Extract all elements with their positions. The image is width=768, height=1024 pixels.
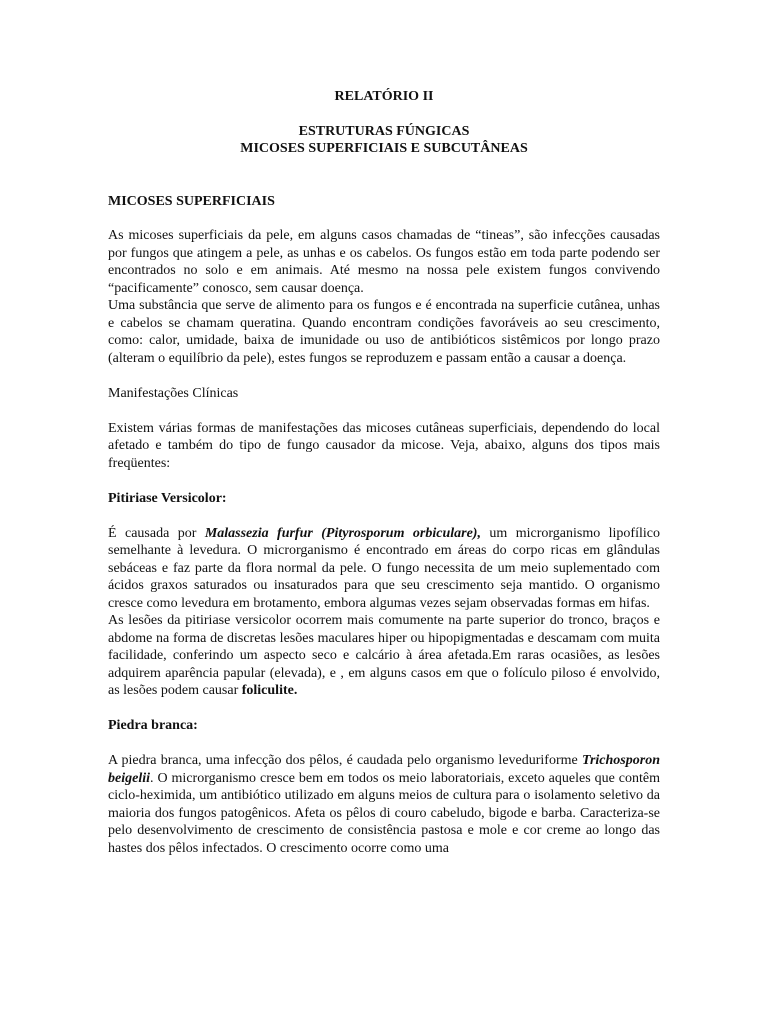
paragraph-pitiriase-lesoes <box>108 612 660 700</box>
section-heading-micoses-superficiais: MICOSES SUPERFICIAIS <box>108 193 275 209</box>
report-subtitle-line1: ESTRUTURAS FÚNGICAS <box>298 123 470 139</box>
heading-pitiriase-versicolor: Pitiriase Versicolor: <box>108 490 227 506</box>
paragraph-pitiriase-causa <box>108 525 660 613</box>
heading-piedra-branca: Piedra branca: <box>108 718 198 733</box>
term-foliculite: foliculite. <box>241 683 298 698</box>
report-subtitle-line2: MICOSES SUPERFICIAIS E SUBCUTÂNEAS <box>240 141 528 156</box>
paragraph-queratina: Uma substância que serve de alimento para os fungos e é encontrada na superficie cutânea, unhas e cabelos se chamam queratina. Quando encontram condições favoráveis ao seu crescimento, como: calor, umidade, baixa de imunidade ou uso de antibióticos sistêmicos por longo prazo (alteram o equilíbrio da pele), estes fungos se reproduzem e passam então a causar a doença. <box>108 298 660 366</box>
paragraph-piedra-branca <box>108 752 660 857</box>
text-segment: . O microrganismo cresce bem em todos os meio laboratoriais, exceto aqueles que contêm ciclo-heximida, um antibiótico utilizado em alguns meios de cultura para o isolamento seletivo da maioria dos fungos patogênicos. Afeta os pêlos di couro cabeludo, bigode e barba. Caracteriza-se pelo desenvolvimento de crescimento de consistência pastosa e mole e cor creme ao longo das hastes dos pêlos infectados. O crescimento ocorre como uma <box>108 770 660 856</box>
text-segment: um microrganismo lipofílico semelhante à levedura. O microrganismo é encontrado em áreas do corpo ricas em glândulas sebáceas e faz parte da flora normal da pele. O fungo necessita de um meio suplementado com ácidos graxos saturados ou insaturados para que seu crescimento seja mantido. O organismo cresce como levedura em brotamento, embora algumas vezes sejam observadas formas em hifas. <box>108 525 660 611</box>
document-page <box>108 88 660 857</box>
paragraph-manifestacoes: Existem várias formas de manifestações das micoses cutâneas superficiais, dependendo do local afetado e também do tipo de fungo causador da micose. Veja, abaixo, alguns dos tipos mais freqüentes: <box>108 420 660 471</box>
paragraph-intro: As micoses superficiais da pele, em alguns casos chamadas de “tineas”, são infecções causadas por fungos que atingem a pele, as unhas e os cabelos. Os fungos estão em toda parte podendo ser encontrados no solo e em animais. Até mesmo na nossa pele existem fungos convivendo “pacificamente” conosco, sem causar doença. <box>108 228 660 296</box>
text-segment: As lesões da pitiriase versicolor ocorrem mais comumente na parte superior do tronco, braços e abdome na forma de discretas lesões maculares hiper ou hipopigmentadas e descamam com muita facilidade, conferindo um aspecto seco e calcário à área afetada.Em raras ocasiões, as lesões adquirem aparência papular (elevada), e , em alguns casos em que o folículo piloso é envolvido, as lesões podem causar <box>108 613 660 698</box>
text-segment: É causada por <box>108 525 205 541</box>
text-segment: A piedra branca, uma infecção dos pêlos, é caudada pelo organismo leveduriforme <box>108 753 582 768</box>
report-title: RELATÓRIO II <box>334 89 434 104</box>
heading-manifestacoes-clinicas: Manifestações Clínicas <box>108 385 239 401</box>
organism-name-malassezia: Malassezia furfur (Pityrosporum orbiculare), <box>204 525 481 541</box>
organism-name-trichosporon: Trichosporon beigelii <box>108 753 660 786</box>
